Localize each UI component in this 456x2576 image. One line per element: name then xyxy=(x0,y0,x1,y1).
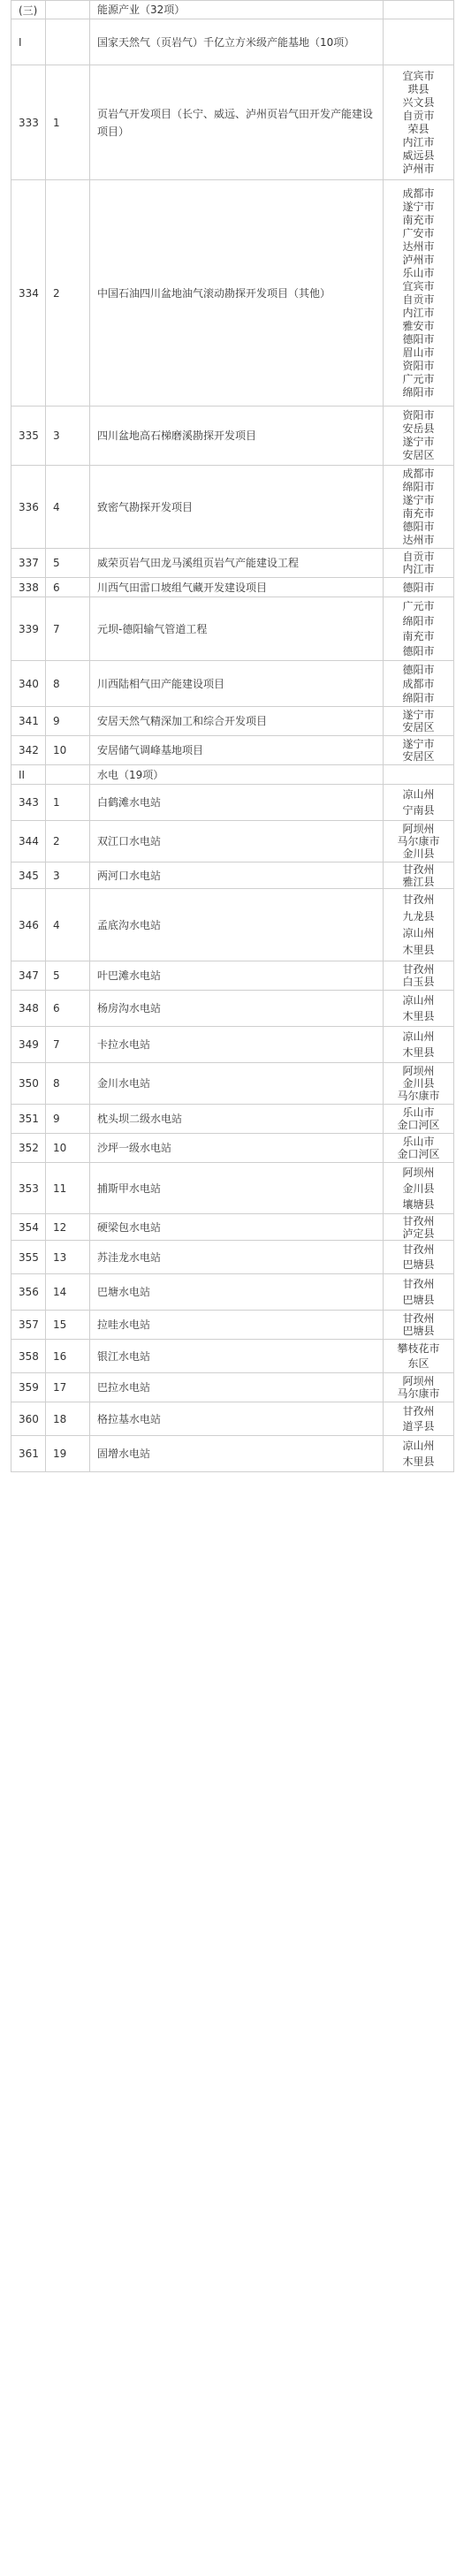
region-name: 乐山市 xyxy=(402,266,435,279)
table-row xyxy=(11,1063,454,1105)
region-name: 乐山市 xyxy=(402,1106,435,1119)
region-name: 马尔康市 xyxy=(397,1090,440,1102)
region-name: 金口河区 xyxy=(397,1119,440,1131)
region-name: 壤塘县 xyxy=(402,1197,435,1211)
project-name: 枕头坝二级水电站 xyxy=(90,1105,384,1133)
region-name: 凉山州 xyxy=(402,788,435,801)
region-name: 金川县 xyxy=(402,1077,435,1090)
project-name: 卡拉水电站 xyxy=(90,1027,384,1062)
row-number: 7 xyxy=(46,597,90,660)
region-name: 广元市 xyxy=(402,599,435,612)
row-number: 17 xyxy=(46,1373,90,1402)
row-number: 18 xyxy=(46,1402,90,1435)
region-name: 宁南县 xyxy=(402,804,435,817)
project-name: 沙坪一级水电站 xyxy=(90,1134,384,1162)
region-name: 泸州市 xyxy=(402,162,435,175)
region-name: 乐山市 xyxy=(402,1136,435,1148)
region-name: 甘孜州 xyxy=(402,1404,435,1417)
region-name: 南充市 xyxy=(402,506,435,520)
region-list xyxy=(384,19,454,65)
row-index: I xyxy=(11,19,46,65)
project-name: 四川盆地高石梯磨溪勘探开发项目 xyxy=(90,407,384,465)
region-name: 凉山州 xyxy=(402,1030,435,1043)
row-index: 339 xyxy=(11,597,46,660)
region-name: 资阳市 xyxy=(402,359,435,372)
region-name: 甘孜州 xyxy=(402,1278,435,1290)
project-name: 威荣页岩气田龙马溪组页岩气产能建设工程 xyxy=(90,549,384,577)
region-name: 德阳市 xyxy=(402,332,435,346)
region-name: 绵阳市 xyxy=(402,691,435,704)
region-name: 遂宁市 xyxy=(402,436,435,448)
region-name: 荣县 xyxy=(407,122,429,135)
row-index: 341 xyxy=(11,707,46,735)
table-row xyxy=(11,785,454,821)
region-name: 阿坝州 xyxy=(402,1065,435,1077)
project-name: 川西气田雷口坡组气藏开发建设项目 xyxy=(90,578,384,597)
region-name: 绵阳市 xyxy=(402,480,435,493)
region-name: 成都市 xyxy=(402,186,435,200)
region-name: 木里县 xyxy=(402,1010,435,1022)
region-list xyxy=(384,466,454,548)
region-list xyxy=(384,1274,454,1310)
region-name: 内江市 xyxy=(402,135,435,148)
table-row xyxy=(11,466,454,549)
row-number: 12 xyxy=(46,1214,90,1240)
region-name: 甘孜州 xyxy=(402,963,435,976)
row-index: 336 xyxy=(11,466,46,548)
region-name: 资阳市 xyxy=(402,409,435,422)
region-list xyxy=(384,661,454,706)
project-name: 捕斯甲水电站 xyxy=(90,1163,384,1213)
project-name: 白鹤滩水电站 xyxy=(90,785,384,820)
region-name: 自贡市 xyxy=(402,551,435,563)
row-index: 358 xyxy=(11,1340,46,1372)
region-list xyxy=(384,821,454,862)
row-number: 1 xyxy=(46,785,90,820)
project-name: 叶巴滩水电站 xyxy=(90,961,384,990)
row-number: 2 xyxy=(46,180,90,406)
row-index: 361 xyxy=(11,1436,46,1471)
project-name: 中国石油四川盆地油气滚动勘探开发项目（其他） xyxy=(90,180,384,406)
table-row xyxy=(11,991,454,1027)
region-name: 宜宾市 xyxy=(402,279,435,293)
region-name: 巴塘县 xyxy=(402,1294,435,1306)
row-number: 5 xyxy=(46,549,90,577)
table-row xyxy=(11,1027,454,1063)
row-index: 349 xyxy=(11,1027,46,1062)
region-list xyxy=(384,1311,454,1339)
region-list xyxy=(384,1134,454,1162)
region-name: 德阳市 xyxy=(402,663,435,676)
project-name: 能源产业（32项） xyxy=(90,1,384,19)
row-index: (三) xyxy=(11,1,46,19)
region-name: 阿坝州 xyxy=(402,823,435,835)
row-number: 10 xyxy=(46,1134,90,1162)
table-row xyxy=(11,1402,454,1436)
region-name: 成都市 xyxy=(402,677,435,690)
row-index: 345 xyxy=(11,862,46,888)
region-list xyxy=(384,65,454,179)
project-name: 安居储气调峰基地项目 xyxy=(90,736,384,764)
table-row xyxy=(11,19,454,65)
region-list xyxy=(384,597,454,660)
row-index: 355 xyxy=(11,1241,46,1273)
region-list xyxy=(384,736,454,764)
region-list xyxy=(384,180,454,406)
region-name: 德阳市 xyxy=(402,581,435,594)
row-index: 343 xyxy=(11,785,46,820)
region-name: 巴塘县 xyxy=(402,1325,435,1337)
row-index: 347 xyxy=(11,961,46,990)
region-list xyxy=(384,1436,454,1471)
region-name: 阿坝州 xyxy=(402,1166,435,1179)
project-name: 苏洼龙水电站 xyxy=(90,1241,384,1273)
row-number xyxy=(46,19,90,65)
row-number: 15 xyxy=(46,1311,90,1339)
region-name: 马尔康市 xyxy=(397,1387,440,1400)
project-name: 页岩气开发项目（长宁、威远、泸州页岩气田开发产能建设项目） xyxy=(90,65,384,179)
region-name: 南充市 xyxy=(402,629,435,642)
row-number xyxy=(46,765,90,784)
row-number: 14 xyxy=(46,1274,90,1310)
region-name: 雅江县 xyxy=(402,875,435,888)
region-list xyxy=(384,407,454,465)
project-name: 巴拉水电站 xyxy=(90,1373,384,1402)
row-number: 3 xyxy=(46,862,90,888)
row-number: 2 xyxy=(46,821,90,862)
region-name: 甘孜州 xyxy=(402,893,435,906)
region-list xyxy=(384,1340,454,1372)
region-name: 达州市 xyxy=(402,533,435,546)
region-list xyxy=(384,1402,454,1435)
region-name: 广元市 xyxy=(402,372,435,385)
row-index: 359 xyxy=(11,1373,46,1402)
table-row xyxy=(11,1340,454,1373)
row-number: 9 xyxy=(46,1105,90,1133)
region-name: 攀枝花市 xyxy=(397,1341,440,1355)
region-name: 凉山州 xyxy=(402,1440,435,1452)
region-list xyxy=(384,785,454,820)
row-index: 354 xyxy=(11,1214,46,1240)
project-name: 国家天然气（页岩气）千亿立方米级产能基地（10项） xyxy=(90,19,384,65)
region-name: 内江市 xyxy=(402,563,435,575)
region-name: 甘孜州 xyxy=(402,1312,435,1325)
region-name: 巴塘县 xyxy=(402,1258,435,1271)
row-number: 3 xyxy=(46,407,90,465)
region-name: 白玉县 xyxy=(402,976,435,988)
region-name: 木里县 xyxy=(402,1046,435,1059)
table-row xyxy=(11,597,454,661)
region-name: 眉山市 xyxy=(402,346,435,359)
row-number: 8 xyxy=(46,1063,90,1104)
table-row xyxy=(11,549,454,578)
row-index: 350 xyxy=(11,1063,46,1104)
region-name: 自贡市 xyxy=(402,293,435,306)
region-name: 绵阳市 xyxy=(402,385,435,399)
row-index: II xyxy=(11,765,46,784)
row-number: 11 xyxy=(46,1163,90,1213)
region-name: 安居区 xyxy=(402,449,435,461)
row-index: 356 xyxy=(11,1274,46,1310)
row-number: 10 xyxy=(46,736,90,764)
row-index: 351 xyxy=(11,1105,46,1133)
row-index: 340 xyxy=(11,661,46,706)
table-row xyxy=(11,661,454,707)
project-name: 固增水电站 xyxy=(90,1436,384,1471)
region-name: 马尔康市 xyxy=(397,835,440,847)
table-row xyxy=(11,1105,454,1134)
row-number: 13 xyxy=(46,1241,90,1273)
table-row xyxy=(11,180,454,407)
region-list xyxy=(384,578,454,597)
table-row xyxy=(11,65,454,180)
region-name: 安居区 xyxy=(402,750,435,763)
region-name: 道孚县 xyxy=(402,1419,435,1432)
table-row xyxy=(11,1163,454,1214)
row-number: 9 xyxy=(46,707,90,735)
row-number: 6 xyxy=(46,991,90,1026)
project-name: 拉哇水电站 xyxy=(90,1311,384,1339)
region-name: 木里县 xyxy=(402,943,435,956)
region-list xyxy=(384,1063,454,1104)
row-index: 353 xyxy=(11,1163,46,1213)
region-name: 甘孜州 xyxy=(402,1214,435,1227)
row-index: 346 xyxy=(11,889,46,961)
region-name: 广安市 xyxy=(402,226,435,239)
project-name: 硬梁包水电站 xyxy=(90,1214,384,1240)
region-list xyxy=(384,1163,454,1213)
table-row xyxy=(11,736,454,765)
region-list xyxy=(384,765,454,784)
region-list xyxy=(384,1373,454,1402)
region-name: 兴文县 xyxy=(402,95,435,109)
region-name: 宜宾市 xyxy=(402,69,435,82)
region-name: 金川县 xyxy=(402,847,435,860)
row-index: 333 xyxy=(11,65,46,179)
row-number: 16 xyxy=(46,1340,90,1372)
region-name: 珙县 xyxy=(407,82,429,95)
table-row xyxy=(11,1134,454,1163)
table-row xyxy=(11,961,454,991)
table-row xyxy=(11,1436,454,1472)
region-list xyxy=(384,1214,454,1240)
table-row xyxy=(11,707,454,736)
table-row xyxy=(11,821,454,862)
region-name: 甘孜州 xyxy=(402,862,435,876)
project-name: 格拉基水电站 xyxy=(90,1402,384,1435)
region-name: 德阳市 xyxy=(402,520,435,533)
region-name: 金口河区 xyxy=(397,1148,440,1160)
row-number xyxy=(46,1,90,19)
table-row xyxy=(11,889,454,961)
row-number: 6 xyxy=(46,578,90,597)
region-name: 遂宁市 xyxy=(402,709,435,721)
region-name: 威远县 xyxy=(402,148,435,162)
region-list xyxy=(384,961,454,990)
region-name: 南充市 xyxy=(402,213,435,226)
row-number: 5 xyxy=(46,961,90,990)
row-index: 348 xyxy=(11,991,46,1026)
region-list xyxy=(384,991,454,1026)
row-index: 342 xyxy=(11,736,46,764)
row-number: 7 xyxy=(46,1027,90,1062)
row-index: 337 xyxy=(11,549,46,577)
region-name: 绵阳市 xyxy=(402,614,435,627)
row-number: 4 xyxy=(46,466,90,548)
project-name: 水电（19项） xyxy=(90,765,384,784)
table-row xyxy=(11,1373,454,1402)
region-list xyxy=(384,1,454,19)
region-name: 成都市 xyxy=(402,467,435,480)
region-name: 九龙县 xyxy=(402,909,435,923)
region-name: 凉山州 xyxy=(402,926,435,939)
row-index: 360 xyxy=(11,1402,46,1435)
region-name: 遂宁市 xyxy=(402,200,435,213)
row-index: 334 xyxy=(11,180,46,406)
row-index: 335 xyxy=(11,407,46,465)
region-list xyxy=(384,862,454,888)
region-name: 遂宁市 xyxy=(402,738,435,750)
table-row xyxy=(11,0,454,19)
region-name: 阿坝州 xyxy=(402,1375,435,1387)
region-name: 泸定县 xyxy=(402,1227,435,1240)
region-list xyxy=(384,549,454,577)
row-index: 338 xyxy=(11,578,46,597)
table-row xyxy=(11,862,454,889)
row-index: 357 xyxy=(11,1311,46,1339)
table-row xyxy=(11,1311,454,1340)
region-list xyxy=(384,889,454,961)
project-name: 川西陆相气田产能建设项目 xyxy=(90,661,384,706)
table-row xyxy=(11,765,454,785)
region-name: 遂宁市 xyxy=(402,493,435,506)
project-name: 银江水电站 xyxy=(90,1340,384,1372)
region-name: 德阳市 xyxy=(402,644,435,657)
region-name: 泸州市 xyxy=(402,253,435,266)
project-name: 两河口水电站 xyxy=(90,862,384,888)
region-list xyxy=(384,1105,454,1133)
region-name: 金川县 xyxy=(402,1182,435,1195)
region-list xyxy=(384,707,454,735)
project-name: 巴塘水电站 xyxy=(90,1274,384,1310)
region-name: 自贡市 xyxy=(402,109,435,122)
region-name: 内江市 xyxy=(402,306,435,319)
region-name: 甘孜州 xyxy=(402,1242,435,1256)
region-name: 东区 xyxy=(407,1356,429,1370)
project-name: 杨房沟水电站 xyxy=(90,991,384,1026)
region-name: 凉山州 xyxy=(402,994,435,1007)
region-list xyxy=(384,1241,454,1273)
table-row xyxy=(11,407,454,466)
row-number: 8 xyxy=(46,661,90,706)
row-index: 352 xyxy=(11,1134,46,1162)
project-name: 双江口水电站 xyxy=(90,821,384,862)
region-name: 达州市 xyxy=(402,239,435,253)
project-name: 孟底沟水电站 xyxy=(90,889,384,961)
region-list xyxy=(384,1027,454,1062)
row-number: 1 xyxy=(46,65,90,179)
table-row xyxy=(11,1241,454,1274)
region-name: 雅安市 xyxy=(402,319,435,332)
project-name: 金川水电站 xyxy=(90,1063,384,1104)
project-name: 安居天然气精深加工和综合开发项目 xyxy=(90,707,384,735)
row-number: 4 xyxy=(46,889,90,961)
table-row xyxy=(11,578,454,597)
project-name: 致密气勘探开发项目 xyxy=(90,466,384,548)
region-name: 安居区 xyxy=(402,721,435,733)
region-name: 木里县 xyxy=(402,1455,435,1468)
row-index: 344 xyxy=(11,821,46,862)
project-table xyxy=(11,0,454,1472)
table-row xyxy=(11,1214,454,1241)
table-row xyxy=(11,1274,454,1311)
region-name: 安岳县 xyxy=(402,422,435,435)
row-number: 19 xyxy=(46,1436,90,1471)
project-name: 元坝-德阳输气管道工程 xyxy=(90,597,384,660)
